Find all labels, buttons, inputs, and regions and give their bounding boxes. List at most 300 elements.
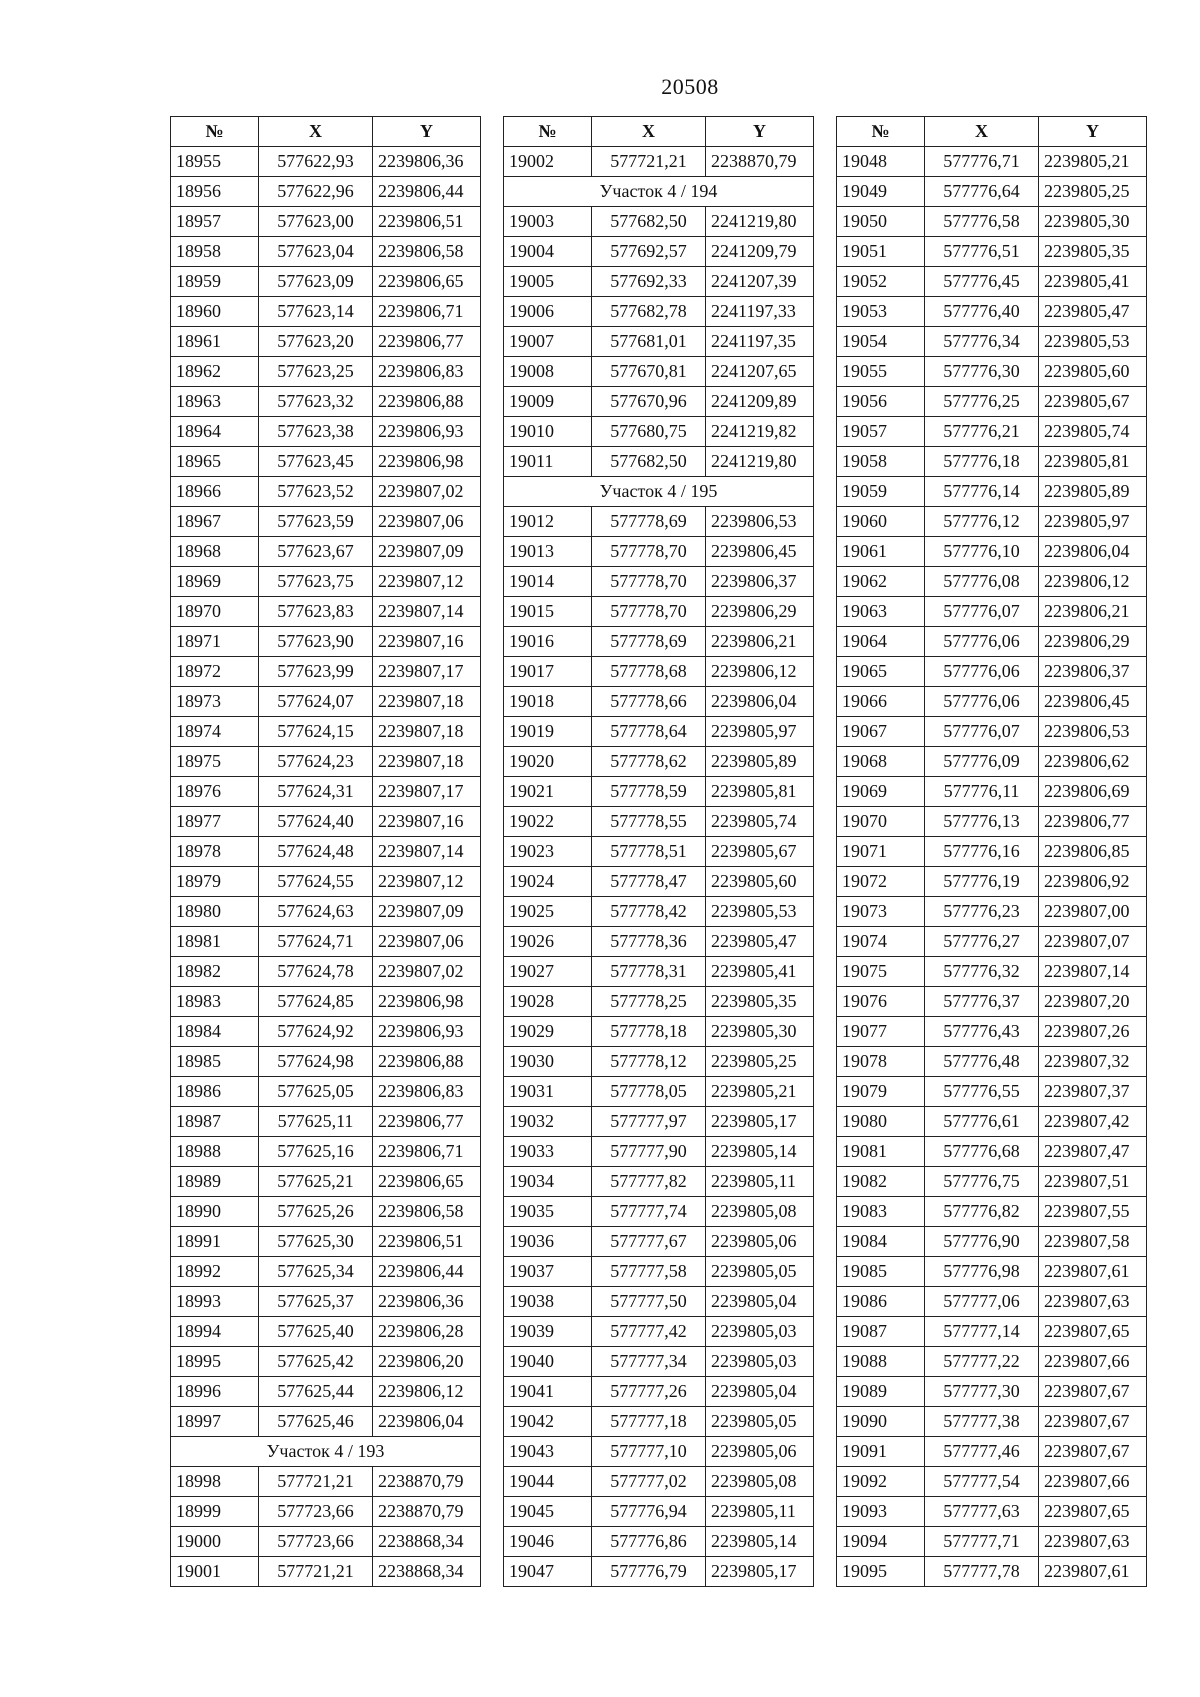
point-number: 18978 (171, 837, 259, 867)
point-number: 19056 (837, 387, 925, 417)
y-value: 2239807,63 (1039, 1287, 1147, 1317)
x-value: 577625,30 (259, 1227, 373, 1257)
y-value: 2239805,08 (706, 1197, 814, 1227)
table-row (171, 837, 481, 867)
column-header-y: Y (706, 117, 814, 147)
y-value: 2239806,98 (373, 987, 481, 1017)
table-row (504, 147, 814, 177)
y-value: 2239805,81 (1039, 447, 1147, 477)
table-row (837, 567, 1147, 597)
table-row (837, 147, 1147, 177)
point-number: 19047 (504, 1557, 592, 1587)
y-value: 2239805,74 (1039, 417, 1147, 447)
x-value: 577623,20 (259, 327, 373, 357)
table-row (837, 507, 1147, 537)
point-number: 19025 (504, 897, 592, 927)
table-row (504, 657, 814, 687)
y-value: 2239806,88 (373, 387, 481, 417)
x-value: 577625,21 (259, 1167, 373, 1197)
point-number: 19022 (504, 807, 592, 837)
y-value: 2239807,07 (1039, 927, 1147, 957)
y-value: 2239805,03 (706, 1347, 814, 1377)
x-value: 577723,66 (259, 1497, 373, 1527)
x-value: 577778,47 (592, 867, 706, 897)
y-value: 2239805,25 (706, 1047, 814, 1077)
x-value: 577777,26 (592, 1377, 706, 1407)
point-number: 18967 (171, 507, 259, 537)
point-number: 19000 (171, 1527, 259, 1557)
y-value: 2239806,77 (373, 1107, 481, 1137)
y-value: 2239805,67 (1039, 387, 1147, 417)
y-value: 2239805,06 (706, 1227, 814, 1257)
y-value: 2239805,25 (1039, 177, 1147, 207)
point-number: 19010 (504, 417, 592, 447)
x-value: 577692,57 (592, 237, 706, 267)
x-value: 577625,11 (259, 1107, 373, 1137)
y-value: 2239806,93 (373, 417, 481, 447)
table-row (837, 927, 1147, 957)
x-value: 577776,55 (925, 1077, 1039, 1107)
section-row (504, 177, 814, 207)
point-number: 19095 (837, 1557, 925, 1587)
x-value: 577776,21 (925, 417, 1039, 447)
table-header-row (171, 117, 481, 147)
point-number: 19082 (837, 1167, 925, 1197)
table-row (837, 327, 1147, 357)
x-value: 577623,99 (259, 657, 373, 687)
x-value: 577625,46 (259, 1407, 373, 1437)
table-row (504, 1497, 814, 1527)
y-value: 2239806,12 (373, 1377, 481, 1407)
y-value: 2239805,41 (706, 957, 814, 987)
point-number: 19066 (837, 687, 925, 717)
x-value: 577624,31 (259, 777, 373, 807)
table-row (837, 1047, 1147, 1077)
x-value: 577723,66 (259, 1527, 373, 1557)
y-value: 2239807,66 (1039, 1347, 1147, 1377)
table-row (504, 1257, 814, 1287)
x-value: 577776,23 (925, 897, 1039, 927)
x-value: 577624,07 (259, 687, 373, 717)
point-number: 18968 (171, 537, 259, 567)
y-value: 2239805,67 (706, 837, 814, 867)
y-value: 2239806,77 (373, 327, 481, 357)
point-number: 19029 (504, 1017, 592, 1047)
point-number: 19028 (504, 987, 592, 1017)
point-number: 19051 (837, 237, 925, 267)
y-value: 2239805,81 (706, 777, 814, 807)
point-number: 19068 (837, 747, 925, 777)
table-row (837, 1497, 1147, 1527)
point-number: 19036 (504, 1227, 592, 1257)
table-row (504, 807, 814, 837)
y-value: 2239805,53 (1039, 327, 1147, 357)
point-number: 18987 (171, 1107, 259, 1137)
y-value: 2239807,61 (1039, 1257, 1147, 1287)
y-value: 2239807,67 (1039, 1377, 1147, 1407)
x-value: 577625,44 (259, 1377, 373, 1407)
x-value: 577777,14 (925, 1317, 1039, 1347)
point-number: 19032 (504, 1107, 592, 1137)
point-number: 18979 (171, 867, 259, 897)
table-row (171, 1077, 481, 1107)
y-value: 2239806,53 (706, 507, 814, 537)
point-number: 19004 (504, 237, 592, 267)
table-row (837, 627, 1147, 657)
table-row (171, 297, 481, 327)
x-value: 577777,54 (925, 1467, 1039, 1497)
point-number: 18975 (171, 747, 259, 777)
point-number: 19021 (504, 777, 592, 807)
table-row (504, 867, 814, 897)
point-number: 19012 (504, 507, 592, 537)
point-number: 18974 (171, 717, 259, 747)
y-value: 2239806,51 (373, 1227, 481, 1257)
x-value: 577777,30 (925, 1377, 1039, 1407)
point-number: 18980 (171, 897, 259, 927)
x-value: 577623,04 (259, 237, 373, 267)
table-row (171, 717, 481, 747)
y-value: 2239805,05 (706, 1257, 814, 1287)
point-number: 19006 (504, 297, 592, 327)
point-number: 18999 (171, 1497, 259, 1527)
point-number: 19067 (837, 717, 925, 747)
y-value: 2239807,42 (1039, 1107, 1147, 1137)
y-value: 2239806,93 (373, 1017, 481, 1047)
x-value: 577776,82 (925, 1197, 1039, 1227)
point-number: 19062 (837, 567, 925, 597)
table-row (171, 807, 481, 837)
y-value: 2239806,28 (373, 1317, 481, 1347)
x-value: 577777,97 (592, 1107, 706, 1137)
x-value: 577778,42 (592, 897, 706, 927)
table-row (837, 1287, 1147, 1317)
y-value: 2239807,51 (1039, 1167, 1147, 1197)
table-row (837, 1227, 1147, 1257)
x-value: 577778,69 (592, 627, 706, 657)
table-row (837, 357, 1147, 387)
y-value: 2239807,18 (373, 687, 481, 717)
point-number: 18981 (171, 927, 259, 957)
y-value: 2239807,09 (373, 537, 481, 567)
table-row (504, 327, 814, 357)
table-row (837, 1197, 1147, 1227)
x-value: 577776,51 (925, 237, 1039, 267)
coordinate-table-1 (170, 116, 481, 1587)
point-number: 19048 (837, 147, 925, 177)
table-row (504, 297, 814, 327)
table-row (837, 1527, 1147, 1557)
table-row (171, 897, 481, 927)
table-row (171, 1257, 481, 1287)
x-value: 577623,67 (259, 537, 373, 567)
point-number: 19024 (504, 867, 592, 897)
y-value: 2239807,14 (373, 837, 481, 867)
y-value: 2239805,30 (706, 1017, 814, 1047)
table-row (504, 837, 814, 867)
point-number: 19043 (504, 1437, 592, 1467)
point-number: 19080 (837, 1107, 925, 1137)
point-number: 19037 (504, 1257, 592, 1287)
x-value: 577682,50 (592, 447, 706, 477)
section-row (171, 1437, 481, 1467)
x-value: 577777,38 (925, 1407, 1039, 1437)
x-value: 577776,09 (925, 747, 1039, 777)
x-value: 577776,94 (592, 1497, 706, 1527)
column-header-x: X (592, 117, 706, 147)
point-number: 19019 (504, 717, 592, 747)
x-value: 577692,33 (592, 267, 706, 297)
y-value: 2239806,20 (373, 1347, 481, 1377)
table-row (837, 1167, 1147, 1197)
x-value: 577625,16 (259, 1137, 373, 1167)
table-row (171, 957, 481, 987)
y-value: 2239805,97 (706, 717, 814, 747)
point-number: 19058 (837, 447, 925, 477)
point-number: 19085 (837, 1257, 925, 1287)
x-value: 577681,01 (592, 327, 706, 357)
point-number: 19033 (504, 1137, 592, 1167)
y-value: 2239805,03 (706, 1317, 814, 1347)
y-value: 2239807,61 (1039, 1557, 1147, 1587)
point-number: 18998 (171, 1467, 259, 1497)
table-row (504, 1227, 814, 1257)
x-value: 577776,98 (925, 1257, 1039, 1287)
point-number: 19086 (837, 1287, 925, 1317)
column-header-x: X (259, 117, 373, 147)
table-row (504, 1107, 814, 1137)
y-value: 2238868,34 (373, 1557, 481, 1587)
point-number: 19064 (837, 627, 925, 657)
y-value: 2239807,14 (1039, 957, 1147, 987)
y-value: 2239806,85 (1039, 837, 1147, 867)
table-row (504, 927, 814, 957)
column-header-x: X (925, 117, 1039, 147)
y-value: 2239807,12 (373, 867, 481, 897)
x-value: 577777,22 (925, 1347, 1039, 1377)
table-row (171, 1467, 481, 1497)
x-value: 577776,11 (925, 777, 1039, 807)
x-value: 577624,15 (259, 717, 373, 747)
x-value: 577776,71 (925, 147, 1039, 177)
y-value: 2239805,60 (1039, 357, 1147, 387)
point-number: 19053 (837, 297, 925, 327)
y-value: 2239807,06 (373, 507, 481, 537)
table-row (171, 1557, 481, 1587)
x-value: 577776,27 (925, 927, 1039, 957)
x-value: 577778,62 (592, 747, 706, 777)
y-value: 2239806,58 (373, 1197, 481, 1227)
point-number: 19013 (504, 537, 592, 567)
table-row (837, 957, 1147, 987)
point-number: 19072 (837, 867, 925, 897)
point-number: 18958 (171, 237, 259, 267)
x-value: 577721,21 (259, 1467, 373, 1497)
y-value: 2239805,11 (706, 1497, 814, 1527)
table-row (837, 987, 1147, 1017)
y-value: 2241207,65 (706, 357, 814, 387)
y-value: 2239805,30 (1039, 207, 1147, 237)
y-value: 2239805,89 (1039, 477, 1147, 507)
y-value: 2239806,58 (373, 237, 481, 267)
x-value: 577777,90 (592, 1137, 706, 1167)
y-value: 2239805,21 (706, 1077, 814, 1107)
point-number: 18993 (171, 1287, 259, 1317)
point-number: 19092 (837, 1467, 925, 1497)
y-value: 2239805,97 (1039, 507, 1147, 537)
x-value: 577777,78 (925, 1557, 1039, 1587)
x-value: 577777,67 (592, 1227, 706, 1257)
point-number: 19052 (837, 267, 925, 297)
x-value: 577778,59 (592, 777, 706, 807)
y-value: 2239805,47 (706, 927, 814, 957)
y-value: 2239807,63 (1039, 1527, 1147, 1557)
point-number: 19071 (837, 837, 925, 867)
point-number: 18973 (171, 687, 259, 717)
x-value: 577682,50 (592, 207, 706, 237)
point-number: 18991 (171, 1227, 259, 1257)
table-row (504, 957, 814, 987)
y-value: 2239807,18 (373, 717, 481, 747)
x-value: 577778,66 (592, 687, 706, 717)
x-value: 577777,50 (592, 1287, 706, 1317)
x-value: 577670,96 (592, 387, 706, 417)
table-row (504, 747, 814, 777)
x-value: 577622,96 (259, 177, 373, 207)
y-value: 2241209,79 (706, 237, 814, 267)
table-row (171, 447, 481, 477)
table-row (504, 1377, 814, 1407)
table-row (504, 387, 814, 417)
y-value: 2239806,45 (706, 537, 814, 567)
table-row (171, 237, 481, 267)
y-value: 2239807,47 (1039, 1137, 1147, 1167)
y-value: 2241197,33 (706, 297, 814, 327)
x-value: 577776,18 (925, 447, 1039, 477)
point-number: 18989 (171, 1167, 259, 1197)
point-number: 19041 (504, 1377, 592, 1407)
y-value: 2239807,67 (1039, 1407, 1147, 1437)
point-number: 19049 (837, 177, 925, 207)
point-number: 19014 (504, 567, 592, 597)
table-row (171, 597, 481, 627)
table-row (837, 537, 1147, 567)
x-value: 577778,70 (592, 537, 706, 567)
point-number: 18969 (171, 567, 259, 597)
x-value: 577776,25 (925, 387, 1039, 417)
x-value: 577721,21 (592, 147, 706, 177)
table-row (171, 657, 481, 687)
x-value: 577776,68 (925, 1137, 1039, 1167)
table-row (837, 867, 1147, 897)
table-row (171, 867, 481, 897)
y-value: 2239807,65 (1039, 1497, 1147, 1527)
x-value: 577625,34 (259, 1257, 373, 1287)
table-row (171, 1527, 481, 1557)
x-value: 577777,74 (592, 1197, 706, 1227)
y-value: 2239807,32 (1039, 1047, 1147, 1077)
x-value: 577623,32 (259, 387, 373, 417)
y-value: 2239806,88 (373, 1047, 481, 1077)
table-header-row (504, 117, 814, 147)
column-header-number: № (837, 117, 925, 147)
y-value: 2239806,29 (706, 597, 814, 627)
point-number: 19093 (837, 1497, 925, 1527)
x-value: 577776,14 (925, 477, 1039, 507)
x-value: 577622,93 (259, 147, 373, 177)
column-header-y: Y (1039, 117, 1147, 147)
table-row (171, 927, 481, 957)
y-value: 2239807,02 (373, 477, 481, 507)
point-number: 18983 (171, 987, 259, 1017)
point-number: 18965 (171, 447, 259, 477)
y-value: 2239806,29 (1039, 627, 1147, 657)
x-value: 577625,40 (259, 1317, 373, 1347)
table-row (504, 507, 814, 537)
y-value: 2239806,04 (706, 687, 814, 717)
y-value: 2239807,12 (373, 567, 481, 597)
point-number: 19077 (837, 1017, 925, 1047)
y-value: 2239805,05 (706, 1407, 814, 1437)
x-value: 577778,18 (592, 1017, 706, 1047)
y-value: 2241219,82 (706, 417, 814, 447)
table-row (504, 1017, 814, 1047)
point-number: 19078 (837, 1047, 925, 1077)
table-row (171, 357, 481, 387)
y-value: 2239805,53 (706, 897, 814, 927)
x-value: 577625,42 (259, 1347, 373, 1377)
x-value: 577777,10 (592, 1437, 706, 1467)
y-value: 2239806,65 (373, 267, 481, 297)
table-row (837, 1377, 1147, 1407)
point-number: 18977 (171, 807, 259, 837)
point-number: 18992 (171, 1257, 259, 1287)
point-number: 19034 (504, 1167, 592, 1197)
table-row (504, 1467, 814, 1497)
point-number: 19015 (504, 597, 592, 627)
y-value: 2239805,14 (706, 1137, 814, 1167)
x-value: 577776,08 (925, 567, 1039, 597)
column-header-number: № (171, 117, 259, 147)
table-row (171, 1047, 481, 1077)
point-number: 18966 (171, 477, 259, 507)
x-value: 577778,64 (592, 717, 706, 747)
point-number: 19079 (837, 1077, 925, 1107)
x-value: 577778,70 (592, 597, 706, 627)
y-value: 2239807,65 (1039, 1317, 1147, 1347)
y-value: 2239806,65 (373, 1167, 481, 1197)
point-number: 18957 (171, 207, 259, 237)
table-row (504, 1167, 814, 1197)
coordinate-table-3 (836, 116, 1147, 1587)
point-number: 18976 (171, 777, 259, 807)
point-number: 19017 (504, 657, 592, 687)
y-value: 2239805,14 (706, 1527, 814, 1557)
section-title: Участок 4 / 194 (504, 177, 814, 207)
y-value: 2239806,36 (373, 147, 481, 177)
point-number: 18994 (171, 1317, 259, 1347)
x-value: 577776,19 (925, 867, 1039, 897)
y-value: 2239805,17 (706, 1107, 814, 1137)
x-value: 577778,68 (592, 657, 706, 687)
x-value: 577776,40 (925, 297, 1039, 327)
point-number: 19026 (504, 927, 592, 957)
table-row (504, 777, 814, 807)
y-value: 2239807,09 (373, 897, 481, 927)
point-number: 19002 (504, 147, 592, 177)
x-value: 577623,52 (259, 477, 373, 507)
table-row (504, 567, 814, 597)
